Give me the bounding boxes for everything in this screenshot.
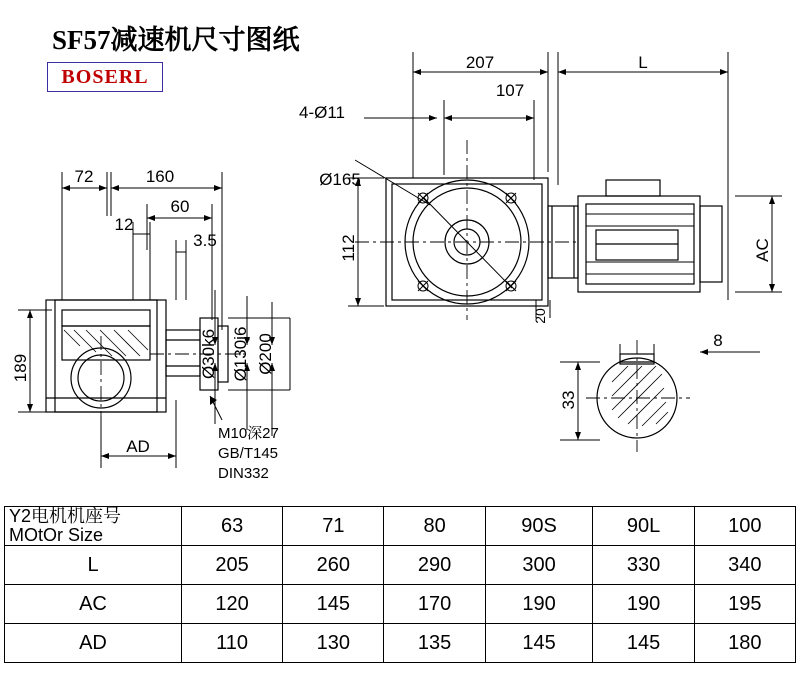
page-title: SF57减速机尺寸图纸 <box>52 25 300 55</box>
table-row-label: L <box>5 546 182 585</box>
table-cell: 63 <box>182 507 283 546</box>
table-cell: 145 <box>283 585 384 624</box>
dim-L: L <box>638 53 648 72</box>
brand-logo-text: BOSERL <box>61 65 149 88</box>
table-cell: 170 <box>384 585 485 624</box>
table-cell: 330 <box>593 546 694 585</box>
note-line-1: M10深27 <box>218 425 279 442</box>
table-cell: 120 <box>182 585 283 624</box>
dim-207: 207 <box>465 53 495 72</box>
table-header-label <box>5 507 182 546</box>
table-cell: 145 <box>593 624 694 663</box>
table-cell: 130 <box>283 624 384 663</box>
table-row-label: AC <box>5 585 182 624</box>
table-cell: 195 <box>694 585 795 624</box>
table-cell: 80 <box>384 507 485 546</box>
table-cell: 205 <box>182 546 283 585</box>
dim-20: 20 <box>532 308 548 324</box>
table-cell: 90S <box>485 507 593 546</box>
table-cell: 110 <box>182 624 283 663</box>
dim-3-5: 3.5 <box>193 231 217 250</box>
table-row-label: AD <box>5 624 182 663</box>
dim-shaft-130j6: Ø130j6 <box>231 326 250 382</box>
dim-shaft-200: Ø200 <box>256 333 275 375</box>
dim-112: 112 <box>339 234 358 262</box>
table-cell: 71 <box>283 507 384 546</box>
note-line-3: DIN332 <box>218 465 269 482</box>
table-cell: 145 <box>485 624 593 663</box>
dim-107: 107 <box>495 81 525 100</box>
label-AC: AC <box>753 238 772 262</box>
dim-4-hole-11: 4-Ø11 <box>299 103 345 122</box>
table-cell: 290 <box>384 546 485 585</box>
dim-12: 12 <box>114 215 134 234</box>
table-header-label-line2: MOtOr Size <box>9 525 104 545</box>
label-AD: AD <box>126 437 150 456</box>
table-cell: 300 <box>485 546 593 585</box>
motor-size-table <box>4 506 796 663</box>
table-cell: 190 <box>593 585 694 624</box>
table-cell: 190 <box>485 585 593 624</box>
table-cell: 260 <box>283 546 384 585</box>
table-row <box>5 546 796 585</box>
table-cell: 340 <box>694 546 795 585</box>
dim-160: 160 <box>145 167 175 186</box>
dim-60: 60 <box>170 197 190 216</box>
dim-72: 72 <box>74 167 94 186</box>
dim-key-33: 33 <box>559 390 578 410</box>
dim-189: 189 <box>11 353 30 383</box>
table-cell: 135 <box>384 624 485 663</box>
table-header-label-line1: Y2电机机座号 <box>9 506 122 527</box>
table-row <box>5 585 796 624</box>
table-row <box>5 624 796 663</box>
note-line-2: GB/T145 <box>218 445 279 462</box>
table-row <box>5 507 796 546</box>
dim-dia-165: Ø165 <box>319 170 361 189</box>
dim-shaft-30k6: Ø30k6 <box>199 328 218 380</box>
table-cell: 90L <box>593 507 694 546</box>
dim-key-8: 8 <box>713 331 723 350</box>
table-cell: 100 <box>694 507 795 546</box>
table-cell: 180 <box>694 624 795 663</box>
